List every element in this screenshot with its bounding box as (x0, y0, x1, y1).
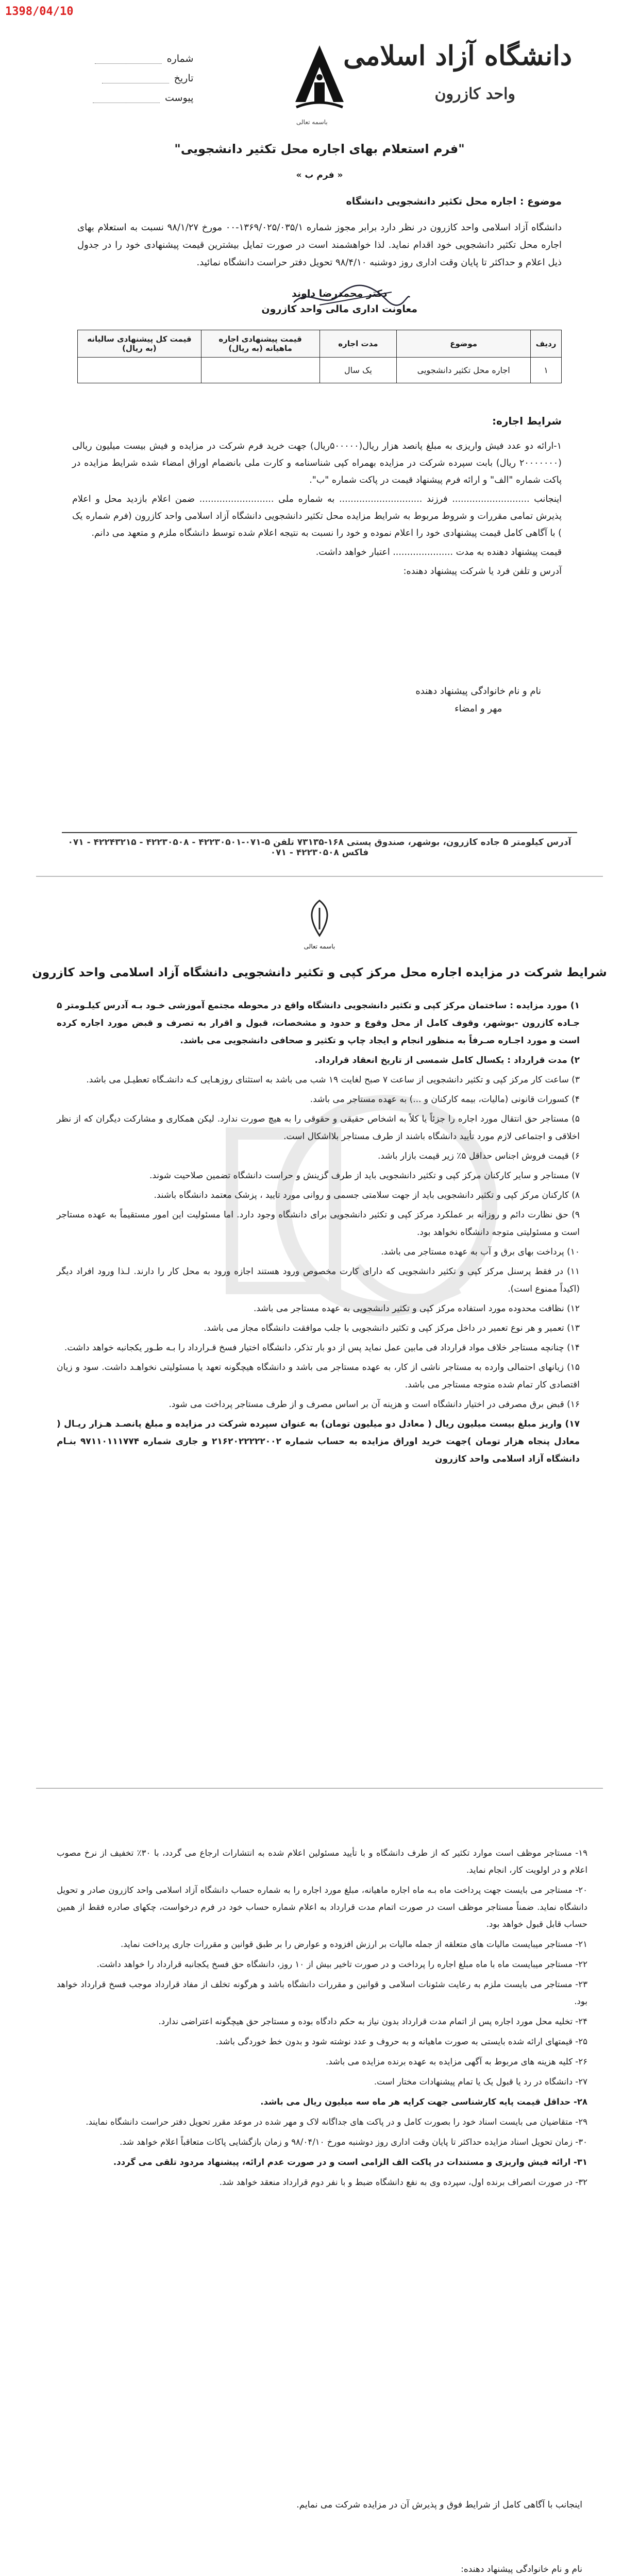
condition-item: ۳۲- در صورت انصراف برنده اول، سپرده وی به نفع دانشگاه ضبط و با نفر دوم قرارداد منعقد خواهد شد. (219, 2177, 587, 2187)
form-code: « فرم ب » (296, 170, 343, 180)
acceptance-statement: اینجانب با آگاهی کامل از شرایط فوق و پذیرش آن در مزایده شرکت می نمایم. (296, 2500, 582, 2510)
terms-list (72, 438, 562, 582)
condition-item: ۱۳) تعمیر و هر نوع تعمیر در داخل مرکز کپی و تکثیر دانشجویی با جلب موافقت دانشگاه مجاز می باشد. (204, 1323, 580, 1333)
condition-item: ۵) مستاجر حق انتقال مورد اجاره را جزئاً یا کلاً به اشخاص حقیقی و حقوقی را به هیچ صورت ندارد. لیکن همکاری و مشارکت دیگران که از نظر اخلاقی و اجتماعی لازم مورد تأیید دانشگاه باشند از طرف مستاجر بلااشکال است. (57, 1114, 580, 1142)
condition-item: ۲۹- متقاضیان می بایست اسناد خود را بصورت کامل و در پاکت های جداگانه لاک و مهر شده در موعد مقرر تحویل دفتر حراست دانشگاه نمایند. (86, 2117, 587, 2127)
col-header: ردیف (531, 330, 562, 358)
condition-item: ۳) ساعت کار مرکز کپی و تکثیر دانشجویی از ساعت ۷ صبح لغایت ۱۹ شب می باشد به استثنای روزهـایی کـه دانشـگاه تعطیـل می باشد. (86, 1075, 580, 1085)
logo-caption: باسمه تعالی (296, 118, 328, 126)
official-signature-block (261, 286, 417, 317)
term-item: اینجانب ........................... فرزند ............................. به شماره ملی .......................... ضمن اعلام بازدید محل و اعلام پذیرش تمامی مقررات و شروط مربوط به شرایط مزایده محل تکثیر دانشجویی دانشگاه آزاد اسلامی واحد کازرون (فرم شماره یک ) با آگاهی کامل قیمت پیشنهادی خود را اعلام نموده و خود را نسبت به نتیجه اعلام شده توسط دانشگاه ملزم و متعهد می دانم. (72, 494, 562, 538)
table-cell: ۱ (531, 358, 562, 383)
table-row (78, 358, 562, 383)
page-divider (36, 1788, 603, 1789)
condition-item: ۲۵- قیمتهای ارائه شده بایستی به صورت ماهیانه و به حروف و عدد نوشته شود و بدون خط خوردگی باشد. (215, 2037, 587, 2046)
condition-item: ۸) کارکنان مرکز کپی و تکثیر دانشجویی باید از جهت سلامتی جسمی و روانی مورد تایید ، پزشک معتمد دانشگاه باشند. (154, 1190, 580, 1200)
col-header: مدت اجاره (320, 330, 397, 358)
page-1 (0, 0, 639, 876)
page2-title: شرایط شرکت در مزایده اجاره محل مرکز کپی و تکثیر دانشجویی دانشگاه آزاد اسلامی واحد کازرون (32, 966, 607, 979)
page-3 (0, 1788, 639, 2576)
col-header: قیمت پیشنهادی اجاره ماهیانه (به ریال) (201, 330, 320, 358)
term-item: قیمت پیشنهاد دهنده به مدت ..................... اعتبار خواهد داشت. (315, 547, 562, 557)
page-2 (0, 876, 639, 1788)
condition-item: ۱۱) در فقط پرسنل مرکز کپی و تکثیر دانشجویی که دارای کارت مخصوص ورود هستند اجازه ورود به محل کار را دارند. لـذا ورود افراد دیگر (اکیداً ممنوع است). (57, 1266, 580, 1294)
conditions-list-continued (57, 1844, 587, 2194)
letter-meta (93, 49, 193, 108)
condition-item: ۲۲- مستاجر میبایست ماه با ماه مبلغ اجاره را پرداخت و در صورت تاخیر بیش از ۱۰ روز، دانشگاه حق فسخ یکجانبه قرارداد را خواهد داشت. (96, 1959, 587, 1969)
table-header-row (78, 330, 562, 358)
table-cell: یک سال (320, 358, 397, 383)
condition-item: ۲۰- مستاجر می بایست جهت پرداخت ماه بـه ماه اجاره ماهیانه، مبلغ مورد اجاره را به شماره حساب دانشگاه آزاد اسلامی واحد کازرون صادر و تحویل دانشگاه نماید. ضمناً مستاجر موظف است در صورت اتمام مدت قرارداد به اعلام شماره حساب خود در فرم درخواست، چکهای صادره فقط از همین حساب قابل قبول خواهد بود. (57, 1885, 587, 1929)
attachment-label: پیوست (165, 92, 194, 104)
condition-item: ۶) قیمت فروش اجناس حداقل ۵٪ زیر قیمت بازار باشد. (377, 1151, 580, 1161)
page-divider (36, 876, 603, 877)
bid-table (77, 330, 562, 383)
condition-item: ۲۶- کلیه هزینه های مربوط به آگهی مزایده به عهده برنده مزایده می باشد. (325, 2057, 587, 2066)
monthly-price-cell[interactable] (201, 358, 320, 383)
letterhead (0, 21, 639, 124)
col-header: قیمت کل پیشنهادی سالیانه (به ریال) (78, 330, 201, 358)
handwritten-signature-icon (289, 282, 412, 313)
condition-item: ۱۰) پرداخت بهای برق و آب به عهده مستاجر می باشد. (381, 1247, 580, 1257)
condition-item: ۷) مستاجر و سایر کارکنان مرکز کپی و تکثیر دانشجویی باید از طرف گزینش و حراست دانشگاه تضمین صلاحیت شوند. (149, 1171, 580, 1181)
bidder-signature-block (415, 683, 541, 718)
condition-item: ۱۶) قبض برق مصرفی در اختیار دانشگاه است و هزینه آن بر اساس مصرف و از طرف مستاجر پرداخت می شود. (169, 1399, 580, 1410)
letterhead-footer: آدرس کیلومتر ۵ جاده کازرون، بوشهر، صندوق پستی ۱۶۸-۷۳۱۳۵ تلفن ۵-۰۷۱-۴۲۲۳۰۵۰۱ - ۴۲۲۳۰۵۰۸ - ۴۲۲۴۳۲۱۵ - ۰۷۱ فاکس ۴۲۲۳۰۵۰۸ - ۰۷۱ (62, 832, 577, 858)
condition-item: ۲۸- حداقل قیمت پایه کارشناسی جهت کرایه هر ماه سه میلیون ریال می باشد. (260, 2097, 587, 2107)
university-branch: واحد کازرون (434, 85, 515, 103)
table-cell: اجاره محل تکثیر دانشجویی (397, 358, 531, 383)
university-logo-icon (286, 41, 353, 113)
receipt-date-stamp: 1398/04/10 (5, 5, 74, 18)
final-name-label: نام و نام خانوادگی پیشنهاد دهنده: (461, 2564, 582, 2574)
bidder-name-label: نام و نام خانوادگی پیشنهاد دهنده (415, 686, 541, 697)
subject-line: موضوع : اجاره محل تکثیر دانشجویی دانشگاه (346, 196, 562, 207)
crest-icon (299, 897, 340, 939)
terms-heading: شرایط اجاره: (492, 415, 562, 427)
signer-title: معاونت اداری مالی واحد کازرون (261, 303, 417, 315)
attachment-field (93, 93, 160, 103)
condition-item: ۲) مدت قرارداد : یکسال کامل شمسی از تاریخ انعقاد قرارداد. (314, 1055, 580, 1065)
date-field (102, 73, 169, 83)
condition-item: ۱۹- مستاجر موظف است موارد تکثیر که از طرف دانشگاه و با تأیید مسئولین اعلام شده به انتشارات ارجاع می گردد، با ۳۰٪ تخفیف از نرخ مصوب اعلام و در اولویت کار، انجام نماید. (57, 1848, 587, 1875)
university-name: دانشگاه آزاد اسلامی (343, 40, 572, 72)
condition-item: ۴) کسورات قانونی (مالیات، بیمه کارکنان و ...) به عهده مستاجر می باشد. (310, 1094, 580, 1105)
term-item: آدرس و تلفن فرد یا شرکت پیشنهاد دهنده: (403, 566, 562, 577)
number-label: شماره (166, 53, 194, 64)
final-signature-block (454, 2561, 582, 2576)
conditions-list (57, 997, 580, 1470)
term-item: ۱-ارائه دو عدد فیش واریزی به مبلغ پانصد هزار ریال(۵۰۰۰۰۰ریال) جهت خرید فرم شرکت در مزایده و فیش بیست میلیون ریالی (۲۰۰۰۰۰۰۰ ریال) بابت سپرده شرکت در مزایده بهمراه کپی شناسنامه و کارت ملی بانضمام اوراق امضاء شده شرایط مزایده در پاکت شماره "الف" و ارائه فرم پیشنهاد قیمت در پاکت شماره "ب". (72, 441, 562, 485)
condition-item: ۲۴- تخلیه محل مورد اجاره پس از اتمام مدت قرارداد بدون نیاز به حکم دادگاه بوده و مستاجر حق هیچگونه اعتراضی ندارد. (158, 2016, 587, 2026)
condition-item: ۱) مورد مزایده : ساختمان مرکز کپی و تکثیر دانشجویی دانشگاه واقع در محوطه مجتمع آموزشی خـود بـه آدرس کیلـومتر ۵ جـاده کازرون -بوشهر، وقوف کامل از محل وقوع و حدود و مشخصات، قبول و اقرار به تصرف و قبض مورد اجاره کرده است و مورد اجـاره صـرفاً به منظور انجام و ایجاد چاپ و تکثیر و صحافی دانشجویی می باشد. (57, 1001, 580, 1046)
condition-item: ۲۷- دانشگاه در رد یا قبول یک یا تمام پیشنهادات مختار است. (374, 2077, 587, 2087)
condition-item: ۱۷) واریز مبلغ بیست میلیون ریال ( معادل دو میلیون تومان) به عنوان سپرده شرکت در مزایده و مبلغ پانصـد هـزار ریـال ( معادل پنجاه هزار تومان )جهت خرید اوراق مزایده به حساب شماره ۲۱۶۲۰۲۲۲۲۲۰۰۲ و جاری شماره ۹۷۱۱۰۱۱۱۷۷۴ بنـام دانشگاه آزاد اسلامی واحد کازرون (57, 1419, 580, 1464)
col-header: موضوع (397, 330, 531, 358)
bidder-seal-label: مهر و امضاء (455, 703, 502, 714)
date-label: تاریخ (174, 73, 194, 84)
yearly-price-cell[interactable] (78, 358, 201, 383)
intro-paragraph: دانشگاه آزاد اسلامی واحد کازرون در نظر دارد برابر مجوز شماره ۱۳۶۹/۰۲۵/۰۳۵/۱-۰۰ مورخ ۹۸/۱/۲۷ نسبت به استعلام بهای اجاره محل تکثیر دانشجویی خود اقدام نماید. لذا خواهشمند است در صورت تمایل بیشترین قیمت پیشنهادی خود را در جدول ذیل اعلام و حداکثر تا پایان وقت اداری روز دوشنبه ۹۸/۴/۱۰ تحویل دفتر حراست دانشگاه نمائید. (77, 222, 562, 268)
condition-item: ۱۲) نظافت محدوده مورد استفاده مرکز کپی و تکثیر دانشجویی به عهده مستاجر می باشد. (254, 1303, 580, 1314)
crest-caption: باسمه تعالی (304, 943, 335, 950)
condition-item: ۱۴) چنانچه مستاجر خلاف مواد قرارداد فی مابین عمل نماید پس از دو بار تذکر، دانشگاه اختیار فسخ قـرارداد را بـه طـور یکجانبه خواهد داشت. (64, 1343, 580, 1353)
condition-item: ۳۰- زمان تحویل اسناد مزایده حداکثر تا پایان وقت اداری روز دوشنبه مورخ ۹۸/۰۴/۱۰ و زمان بازگشایی پاکات متعاقباً اعلام خواهد شد. (120, 2137, 587, 2147)
number-field (95, 54, 162, 64)
condition-item: ۱۵) زیانهای احتمالی وارده به مستاجر ناشی از کار، به عهده مستاجر می باشد و دانشگاه هیچگونه تعهد یا مسئولیتی نخواهـد داشت. سود و زیان اقتصادی کار تمام شده متوجه مستاجر می باشد. (57, 1362, 580, 1390)
signer-name: دکتر محمدرضا داوند (292, 288, 388, 299)
condition-item: ۳۱- ارائه فیش واریزی و مستندات در پاکت الف الزامی است و در صورت عدم ارائه، پیشنهاد مردود تلقی می گردد. (113, 2157, 587, 2167)
condition-item: ۹) حق نظارت دائم و روزانه بر عملکرد مرکز کپی و تکثیر دانشجویی برای دانشگاه وجود دارد. اما مسئولیت این امور مستقیماً به عهده مستاجر است و مسئولیتی متوجه دانشگاه نخواهد بود. (57, 1210, 580, 1238)
condition-item: ۲۳- مستاجر می بایست ملزم به رعایت شئونات اسلامی و قوانین و مقررات دانشگاه باشد و هرگونه تخلف از مفاد قرارداد موجب فسخ قرارداد خواهد بود. (57, 1979, 587, 2006)
form-title: "فرم استعلام بهای اجاره محل تکثیر دانشجویی" (174, 142, 465, 156)
condition-item: ۲۱- مستاجر میبایست مالیات های متعلقه از جمله مالیات بر ارزش افزوده و عوارض را بر طبق قوانین و مقررات جاری پرداخت نماید. (121, 1939, 587, 1949)
